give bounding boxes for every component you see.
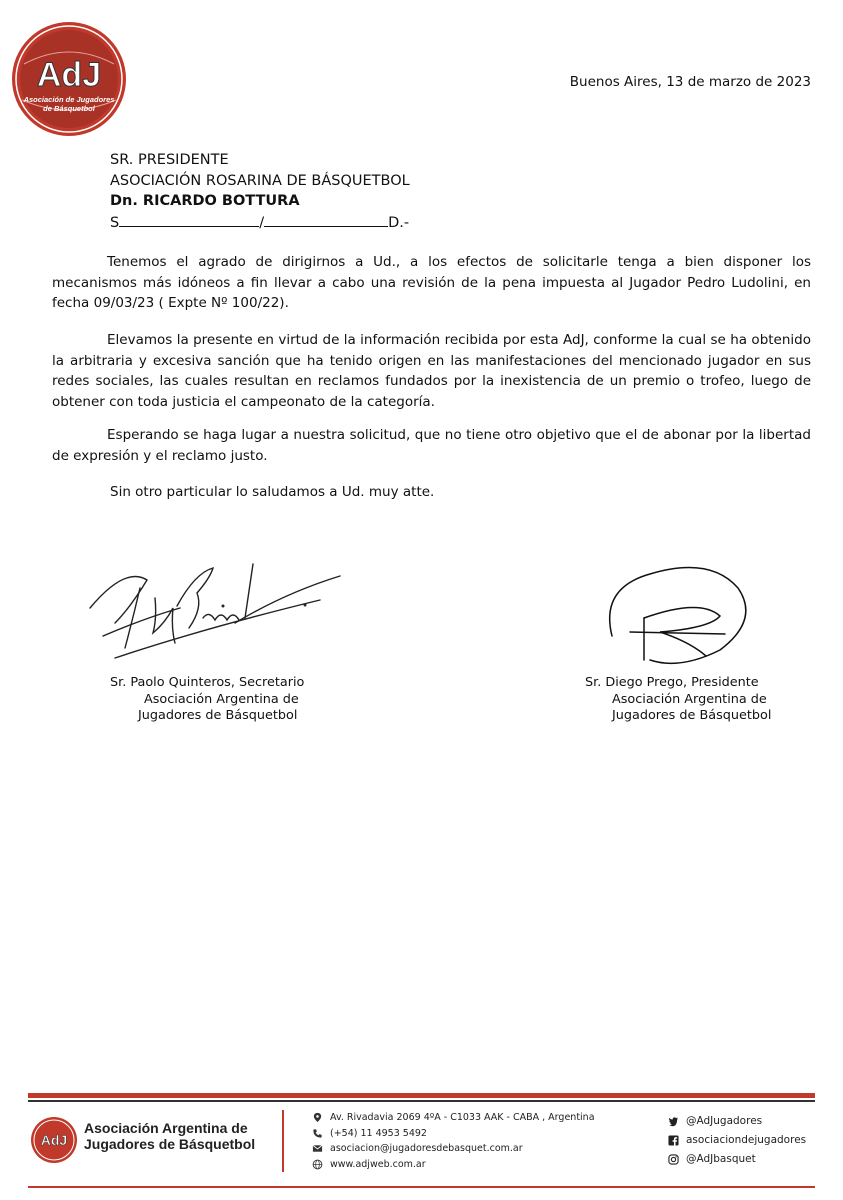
instagram-icon <box>668 1154 679 1165</box>
twitter-handle[interactable]: @AdJugadores <box>686 1115 763 1127</box>
addressee-sd-line <box>110 212 410 234</box>
footer-phone: (+54) 11 4953 5492 <box>330 1127 427 1139</box>
footer-web-row[interactable] <box>312 1157 595 1173</box>
body-paragraph-2: Elevamos la presente en virtud de la información recibida por esta AdJ, conforme la cual se ha obtenido la arbitraria y excesiva sanción que ha tenido origen en las manifestaciones del mencionado jugador en sus redes sociales, las cuales resultan en reclamos fundados por la inexistencia de un premio o trofeo, luego de obtener con toda justicia el campeonato de la categoría. <box>52 332 811 410</box>
body-paragraph-1: Tenemos el agrado de dirigirnos a Ud., a los efectos de solicitarle tenga a bien disponer los mecanismos más idóneos a fin llevar a cabo una revisión de la pena impuesta al Jugador Pedro Ludolini, en fecha 09/03/23 ( Expte Nº 100/22). <box>52 254 811 312</box>
signature-right <box>600 558 760 670</box>
logo-caption-2: de Básquetbol <box>43 104 95 113</box>
footer-address-row <box>312 1110 595 1126</box>
footer-email-row[interactable] <box>312 1141 595 1157</box>
signer-right-name: Sr. Diego Prego, Presidente <box>585 675 759 690</box>
footer-website[interactable]: www.adjweb.com.ar <box>330 1158 426 1170</box>
globe-icon <box>312 1159 323 1170</box>
addressee-block <box>110 150 410 233</box>
signature-left <box>85 548 345 668</box>
location-pin-icon <box>312 1112 323 1123</box>
sd-start: S <box>110 214 120 231</box>
twitter-icon <box>668 1116 679 1127</box>
footer-logo-letters: AdJ <box>40 1132 68 1148</box>
addressee-title: SR. PRESIDENTE <box>110 152 229 168</box>
footer-instagram-row[interactable] <box>668 1150 806 1169</box>
footer-facebook-row[interactable] <box>668 1131 806 1150</box>
body-paragraph-3: Esperando se haga lugar a nuestra solicitud, que no tiene otro objetivo que el de abonar por la libertad de expresión y el reclamo justo. <box>52 427 811 464</box>
facebook-handle[interactable]: asociaciondejugadores <box>686 1134 807 1146</box>
footer-adj-logo <box>30 1116 78 1164</box>
footer-organization <box>84 1120 255 1152</box>
footer-social <box>668 1112 806 1169</box>
sd-mid: / <box>259 214 265 231</box>
footer-address: Av. Rivadavia 2069 4ºA - C1033 AAK - CABA , Argentina <box>330 1112 595 1123</box>
footer-rule-bottom <box>28 1186 815 1188</box>
envelope-icon <box>312 1143 323 1154</box>
logo-caption-1: Asociación de Jugadores <box>23 95 115 104</box>
footer-rule-red <box>28 1093 815 1098</box>
letter-date: Buenos Aires, 13 de marzo de 2023 <box>569 74 811 90</box>
adj-logo <box>10 20 128 138</box>
signer-right-org-2: Jugadores de Básquetbol <box>612 708 772 723</box>
addressee-organization: ASOCIACIÓN ROSARINA DE BÁSQUETBOL <box>110 172 410 189</box>
signer-right <box>585 675 771 725</box>
closing-line: Sin otro particular lo saludamos a Ud. muy atte. <box>110 484 435 500</box>
footer-divider <box>282 1110 284 1172</box>
footer-twitter-row[interactable] <box>668 1112 806 1131</box>
footer-email[interactable]: asociacion@jugadoresdebasquet.com.ar <box>330 1143 523 1154</box>
sd-blank-1 <box>119 212 259 227</box>
signer-right-org-1: Asociación Argentina de <box>612 691 767 707</box>
footer-org-line-1: Asociación Argentina de <box>84 1120 248 1136</box>
footer-rule-dark <box>28 1100 815 1102</box>
footer-org-line-2: Jugadores de Básquetbol <box>84 1136 256 1152</box>
addressee-name: Dn. RICARDO BOTTURA <box>110 193 300 209</box>
signer-left-org-1: Asociación Argentina de <box>144 691 299 707</box>
signer-left-name: Sr. Paolo Quinteros, Secretario <box>110 675 305 690</box>
signer-left-org-2: Jugadores de Básquetbol <box>138 708 298 723</box>
signer-left <box>110 675 304 725</box>
footer-contacts <box>312 1110 595 1172</box>
footer-phone-row <box>312 1126 595 1142</box>
facebook-icon <box>668 1135 679 1146</box>
sd-blank-2 <box>264 212 388 227</box>
instagram-handle[interactable]: @AdJbasquet <box>686 1153 756 1165</box>
phone-icon <box>312 1128 323 1139</box>
logo-letters: AdJ <box>36 56 102 94</box>
sd-end: D.- <box>388 214 410 231</box>
